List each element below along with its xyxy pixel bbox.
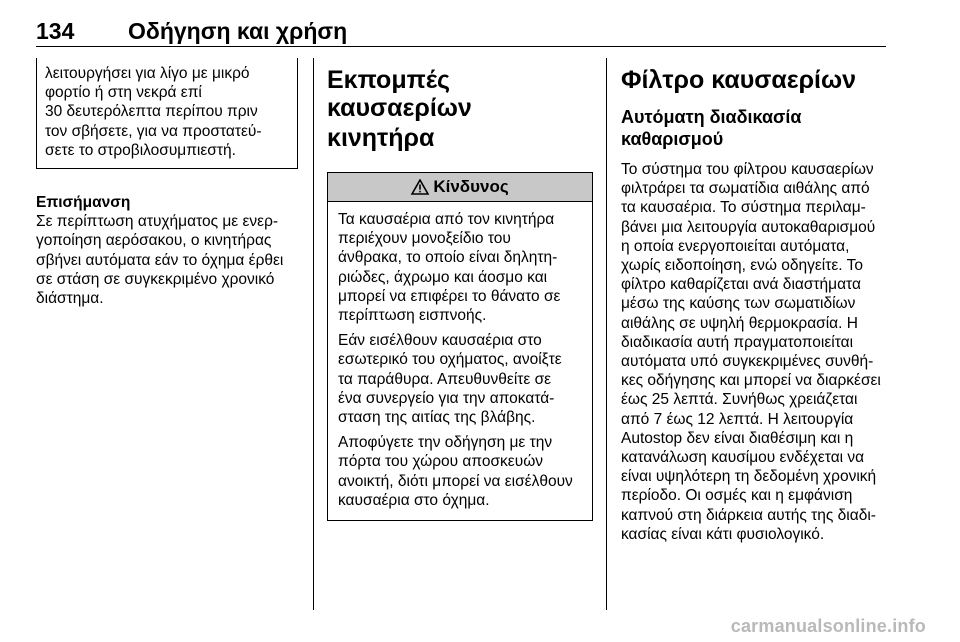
text-line: αιθάλης σε υψηλή θερμοκρασία. Η [621, 314, 858, 332]
section-heading-line: κινητήρα [327, 124, 435, 152]
boxed-line: σετε το στροβιλοσυμπιεστή. [45, 141, 236, 159]
text-line: κασίας είναι κάτι φυσιολογικό. [621, 525, 825, 543]
note-title: Επισήμανση [36, 194, 131, 212]
danger-title: Κίνδυνος [433, 177, 509, 196]
warning-triangle-icon [411, 179, 429, 195]
text-line: έως 25 λεπτά. Συνήθως χρειάζεται [621, 391, 858, 409]
section-heading: Φίλτρο καυσαερίων [621, 66, 857, 94]
danger-line: πόρτα του χώρου αποσκευών [338, 453, 544, 471]
note-line: σβήνει αυτόματα εάν το όχημα έρθει [36, 251, 284, 269]
danger-box [327, 172, 593, 521]
danger-line: ριώδες, άχρωμο και άοσμο και [338, 268, 548, 286]
text-line: αυτόματα υπό συγκεκριμένες συνθή- [621, 353, 874, 371]
danger-line: Εάν εισέλθουν καυσαέρια στο [338, 332, 542, 350]
text-line: φίλτρο καθαρίζεται ανά διαστήματα [621, 276, 861, 294]
danger-line: μπορεί να επιφέρει το θάνατο σε [338, 287, 561, 305]
text-line: από 7 έως 12 λεπτά. Η λειτουργία [621, 410, 854, 428]
section-heading-line: Εκπομπές καυσαερίων [327, 66, 472, 122]
danger-line: Αποφύγετε την οδήγηση με την [338, 434, 553, 452]
boxed-line: τον σβήσετε, για να προστατεύ- [45, 122, 262, 140]
text-line: μέσω της καύσης των σωματιδίων [621, 295, 856, 313]
note-line: σε στάση σε συγκεκριμένο χρονικό [36, 270, 275, 288]
text-line: η οποία ενεργοποιείται αυτόματα, [621, 237, 850, 255]
danger-line: καυσαέρια στο όχημα. [338, 491, 490, 509]
column-divider-2 [606, 58, 607, 610]
text-line: περίοδο. Οι οσμές και η εμφάνιση [621, 487, 853, 505]
note-line: διάστημα. [36, 290, 104, 308]
danger-line: περίπτωση εισπνοής. [338, 307, 487, 325]
section-text [621, 160, 889, 544]
danger-line: ανοικτή, διότι μπορεί να εισέλθουν [338, 472, 573, 490]
danger-header [328, 173, 592, 202]
text-line: είναι υψηλότερη τη δεδομένη χρονική [621, 468, 877, 486]
danger-paragraph [338, 210, 582, 325]
text-line: Το σύστημα του φίλτρου καυσαερίων [621, 161, 874, 178]
note-line: γοποίηση αερόσακου, ο κινητήρας [36, 232, 272, 250]
page-title: Οδήγηση και χρήση [128, 18, 348, 44]
text-line: φιλτράρει τα σωματίδια αιθάλης από [621, 180, 870, 198]
page-header [36, 16, 886, 47]
subsection-heading: Αυτόματη διαδικασία καθαρισμού [621, 107, 802, 149]
text-line: κατανάλωση καυσίμου ενδέχεται να [621, 449, 865, 467]
text-line: χωρίς ειδοποίηση, ενώ οδηγείτε. Το [621, 257, 863, 275]
danger-line: άνθρακα, το οποίο είναι δηλητη- [338, 249, 558, 267]
text-line: βάνει μια λειτουργία αυτοκαθαρισμού [621, 218, 876, 236]
danger-line: τα παράθυρα. Απευθυνθείτε σε [338, 370, 552, 388]
danger-line: Τα καυσαέρια από τον κινητήρα [338, 211, 555, 228]
column-1 [36, 64, 298, 308]
text-line: Autostop δεν είναι διαθέσιμη και η [621, 429, 854, 447]
note-text [36, 212, 298, 308]
continued-note-box [36, 58, 298, 169]
danger-line: εσωτερικό του οχήματος, ανοίξτε [338, 351, 562, 369]
note-line: Σε περίπτωση ατυχήματος με ενερ- [36, 213, 279, 231]
text-line: κες οδήγησης και μπορεί να διαρκέσει [621, 372, 881, 390]
danger-body [328, 202, 592, 520]
danger-line: ένα συνεργείο για την αποκατά- [338, 389, 555, 407]
page-number: 134 [36, 18, 75, 44]
boxed-line: φορτίο ή στη νεκρά επί [45, 84, 202, 102]
text-line: διαδικασία αυτή πραγματοποιείται [621, 333, 854, 351]
column-divider-1 [313, 58, 314, 610]
boxed-line: λειτουργήσει για λίγο με μικρό [45, 65, 250, 82]
danger-paragraph [338, 331, 582, 427]
column-2 [327, 64, 593, 521]
column-3 [621, 64, 889, 544]
boxed-line: 30 δευτερόλεπτα περίπου πριν [45, 103, 258, 121]
text-line: τα καυσαέρια. Το σύστημα περιλαμ- [621, 199, 866, 217]
watermark: carmanualsonline.info [730, 616, 926, 636]
danger-line: σταση της αιτίας της βλάβης. [338, 409, 536, 427]
danger-paragraph [338, 433, 582, 510]
text-line: καπνού στη διάρκεια αυτής της διαδι- [621, 506, 876, 524]
danger-line: περιέχουν μονοξείδιο του [338, 230, 511, 248]
